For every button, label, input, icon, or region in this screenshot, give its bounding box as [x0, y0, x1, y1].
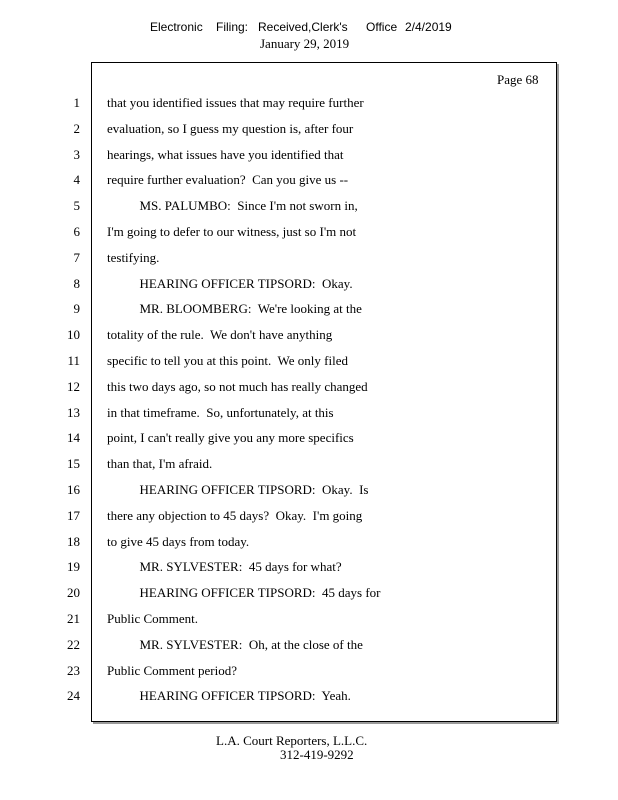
page-number: Page 68	[497, 72, 539, 87]
transcript-line: require further evaluation? Can you give us --	[107, 172, 349, 187]
line-number: 4	[73, 172, 80, 187]
filing-date: 2/4/2019	[405, 20, 452, 34]
line-number: 15	[67, 456, 80, 471]
transcript-line: MS. PALUMBO: Since I'm not sworn in,	[107, 198, 358, 213]
line-number: 3	[73, 147, 80, 162]
line-number: 12	[67, 379, 80, 394]
line-number: 16	[67, 482, 80, 497]
line-number: 22	[67, 637, 80, 652]
transcript-line: to give 45 days from today.	[107, 534, 250, 549]
footer-phone: 312-419-9292	[280, 747, 354, 762]
transcript-line: hearings, what issues have you identified that	[107, 147, 344, 162]
line-number: 23	[67, 663, 80, 678]
filing-stamp	[0, 20, 618, 36]
transcript-line: Public Comment.	[107, 611, 198, 626]
transcript-line: that you identified issues that may require further	[107, 95, 364, 110]
line-number: 2	[73, 121, 80, 136]
transcript-line: testifying.	[107, 250, 160, 265]
transcript-line: there any objection to 45 days? Okay. I'm going	[107, 508, 363, 523]
filing-word-office: Office	[366, 20, 398, 34]
line-number: 10	[67, 327, 80, 342]
transcript-line: MR. SYLVESTER: Oh, at the close of the	[107, 637, 363, 652]
line-number: 11	[67, 353, 80, 368]
transcript-line: this two days ago, so not much has really changed	[107, 379, 368, 394]
line-number: 18	[67, 534, 80, 549]
line-number: 21	[67, 611, 80, 626]
transcript-line: evaluation, so I guess my question is, after four	[107, 121, 354, 136]
filing-word-electronic: Electronic	[150, 20, 203, 34]
line-number: 24	[67, 688, 80, 703]
transcript-line: in that timeframe. So, unfortunately, at this	[107, 405, 334, 420]
transcript-line: HEARING OFFICER TIPSORD: Okay. Is	[107, 482, 369, 497]
transcript-line: than that, I'm afraid.	[107, 456, 213, 471]
hearing-date: January 29, 2019	[260, 36, 350, 51]
transcript-line: Public Comment period?	[107, 663, 237, 678]
line-number: 14	[67, 430, 80, 445]
transcript-line: I'm going to defer to our witness, just so I'm not	[107, 224, 357, 239]
line-number: 13	[67, 405, 80, 420]
transcript-line: HEARING OFFICER TIPSORD: 45 days for	[107, 585, 381, 600]
transcript-line: HEARING OFFICER TIPSORD: Yeah.	[107, 688, 351, 703]
line-number: 17	[67, 508, 80, 523]
line-number: 9	[73, 301, 80, 316]
transcript-line: HEARING OFFICER TIPSORD: Okay.	[107, 276, 353, 291]
transcript-line: MR. BLOOMBERG: We're looking at the	[107, 301, 362, 316]
filing-word-filing: Filing:	[216, 20, 249, 34]
line-number: 6	[73, 224, 80, 239]
transcript-line: MR. SYLVESTER: 45 days for what?	[107, 559, 342, 574]
line-number: 8	[73, 276, 80, 291]
line-number: 1	[73, 95, 80, 110]
line-number: 5	[73, 198, 80, 213]
line-number: 19	[67, 559, 80, 574]
transcript-line: totality of the rule. We don't have anything	[107, 327, 333, 342]
line-number: 20	[67, 585, 80, 600]
footer-company: L.A. Court Reporters, L.L.C.	[216, 733, 368, 748]
transcript-line: specific to tell you at this point. We only filed	[107, 353, 348, 368]
transcript-line: point, I can't really give you any more specifics	[107, 430, 354, 445]
filing-word-received: Received,Clerk's	[258, 20, 348, 34]
line-number: 7	[73, 250, 80, 265]
